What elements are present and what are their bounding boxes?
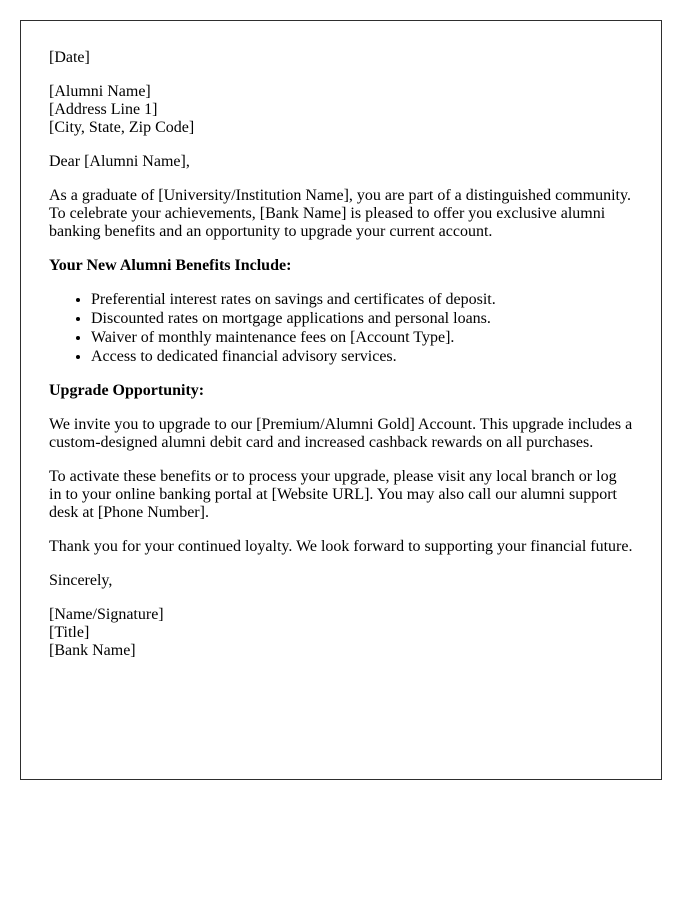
benefits-list bbox=[49, 291, 633, 366]
signature-bank: [Bank Name] bbox=[49, 642, 136, 659]
recipient-address-block bbox=[49, 83, 633, 137]
signature-name: [Name/Signature] bbox=[49, 606, 164, 623]
closing-paragraph: Thank you for your continued loyalty. We look forward to supporting your financial future. bbox=[49, 538, 633, 555]
letter-document bbox=[20, 20, 662, 780]
signoff: Sincerely, bbox=[49, 572, 113, 589]
letter-date: [Date] bbox=[49, 49, 90, 66]
recipient-name: [Alumni Name] bbox=[49, 83, 151, 100]
recipient-address-line1: [Address Line 1] bbox=[49, 101, 158, 118]
recipient-city-state-zip: [City, State, Zip Code] bbox=[49, 119, 195, 136]
intro-paragraph: As a graduate of [University/Institution Name], you are part of a distinguished community. To celebrate your achievements, [Bank Name] is pleased to offer you exclusive alumni banking benefits and an opportunity to upgrade your current account. bbox=[49, 187, 631, 240]
benefit-item: • Access to dedicated financial advisory services. bbox=[91, 348, 633, 366]
upgrade-heading: Upgrade Opportunity: bbox=[49, 382, 205, 399]
signature-title: [Title] bbox=[49, 624, 90, 641]
benefit-item: • Waiver of monthly maintenance fees on [Account Type]. bbox=[91, 329, 633, 347]
benefits-heading: Your New Alumni Benefits Include: bbox=[49, 257, 292, 274]
upgrade-paragraph: We invite you to upgrade to our [Premium/Alumni Gold] Account. This upgrade includes a custom-designed alumni debit card and increased cashback rewards on all purchases. bbox=[49, 416, 633, 451]
benefit-item: • Discounted rates on mortgage applications and personal loans. bbox=[91, 310, 633, 328]
salutation: Dear [Alumni Name], bbox=[49, 153, 190, 170]
activation-paragraph: To activate these benefits or to process your upgrade, please visit any local branch or log in to your online banking portal at [Website URL]. You may also call our alumni support desk at [Phone Number]. bbox=[49, 468, 617, 521]
benefit-item: • Preferential interest rates on savings and certificates of deposit. bbox=[91, 291, 633, 309]
signature-block bbox=[49, 606, 633, 660]
